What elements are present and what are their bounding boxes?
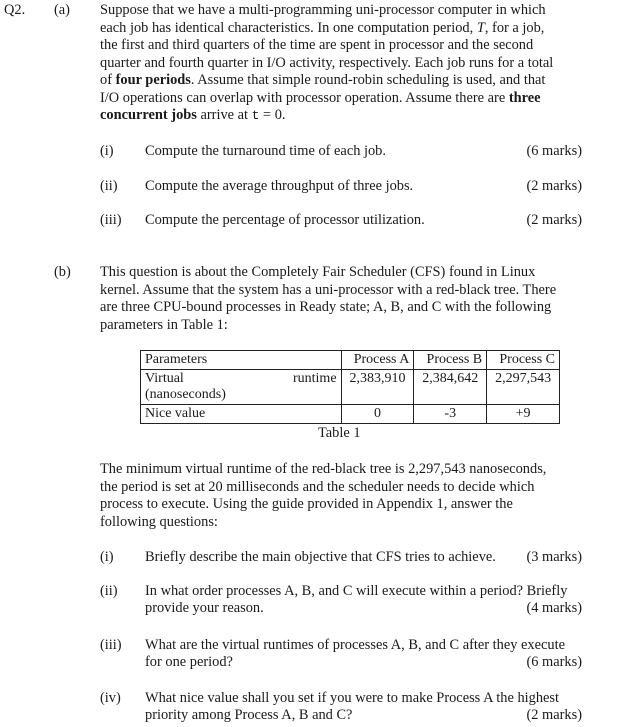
table-cell: 2,383,910 xyxy=(341,370,414,405)
table-cell xyxy=(141,370,268,405)
part-b-q-text: Briefly describe the main objective that CFS tries to achieve. xyxy=(145,549,496,565)
part-b-q-text: What are the virtual runtimes of processes A, B, and C after they execute xyxy=(145,637,565,653)
table-label: (nanoseconds) xyxy=(145,387,226,402)
table-header: Process A xyxy=(341,351,414,370)
table-label: Nice value xyxy=(141,405,342,424)
part-a-paragraph xyxy=(100,2,586,125)
table-caption: Table 1 xyxy=(318,425,361,441)
table-header: Parameters xyxy=(141,351,342,370)
part-a-line: each job has identical characteristics. In one computation period, T, for a job, xyxy=(100,19,545,36)
part-b-q-text: provide your reason. xyxy=(145,600,264,616)
part-b-q-marks: (4 marks) xyxy=(526,600,582,616)
table-header-row xyxy=(141,351,560,370)
table-label: Virtual xyxy=(145,371,184,386)
part-a-q-marks: (6 marks) xyxy=(526,143,582,159)
part-b-q-num: (iii) xyxy=(100,637,122,653)
part-b-line: parameters in Table 1: xyxy=(100,316,228,333)
part-b-line: The minimum virtual runtime of the red-black tree is 2,297,543 nanoseconds, xyxy=(100,461,547,477)
table-cell: 0 xyxy=(341,405,414,424)
part-a-q-text: Compute the average throughput of three jobs. xyxy=(145,178,414,194)
part-b-line: This question is about the Completely Fair Scheduler (CFS) found in Linux xyxy=(100,264,536,280)
part-a-q-text: Compute the turnaround time of each job. xyxy=(145,143,386,159)
part-a-line: Suppose that we have a multi-programming uni-processor computer in which xyxy=(100,2,546,18)
part-a-q-text: Compute the percentage of processor utilization. xyxy=(145,212,425,228)
part-a-label: (a) xyxy=(54,2,70,18)
table-cell: -3 xyxy=(414,405,487,424)
part-a-q-marks: (2 marks) xyxy=(526,212,582,228)
part-b-line: kernel. Assume that the system has a uni-processor with a red-black tree. There xyxy=(100,281,557,298)
part-a-q-num: (ii) xyxy=(100,178,118,194)
part-b-q-text: for one period? xyxy=(145,654,233,670)
part-b-q-text: What nice value shall you set if you were to make Process A the highest xyxy=(145,690,560,706)
part-b-paragraph xyxy=(100,264,586,334)
part-b-line: the period is set at 20 milliseconds and the scheduler needs to decide which xyxy=(100,478,535,495)
part-b-q-num: (i) xyxy=(100,549,114,565)
part-a-line: the first and third quarters of the time are spent in processor and the second xyxy=(100,37,534,53)
part-b-line: following questions: xyxy=(100,513,218,530)
table-cell: 2,384,642 xyxy=(414,370,487,405)
question-number: Q2. xyxy=(4,2,26,18)
table-row xyxy=(141,405,560,424)
part-a-line: concurrent jobs arrive at t = 0. xyxy=(100,107,286,123)
parameters-table xyxy=(140,350,560,424)
table-label: runtime xyxy=(267,370,341,405)
part-a-line: of four periods. Assume that simple round-robin scheduling is used, and that xyxy=(100,72,546,88)
part-b-q-text: In what order processes A, B, and C will execute within a period? Briefly xyxy=(145,583,568,599)
table-header: Process B xyxy=(414,351,487,370)
part-b-label: (b) xyxy=(54,264,71,280)
part-b-q-num: (iv) xyxy=(100,690,121,706)
part-b-q-marks: (6 marks) xyxy=(526,654,582,670)
part-a-line: quarter and fourth quarter in I/O activity, respectively. Each job runs for a total xyxy=(100,54,554,71)
part-b-q-text: priority among Process A, B and C? xyxy=(145,707,353,723)
part-b-paragraph-2 xyxy=(100,461,586,531)
part-a-line: I/O operations can overlap with processor operation. Assume there are three xyxy=(100,89,541,106)
part-b-line: are three CPU-bound processes in Ready state; A, B, and C with the following xyxy=(100,299,552,315)
part-b-q-marks: (2 marks) xyxy=(526,707,582,723)
part-a-q-num: (i) xyxy=(100,143,114,159)
part-b-line: process to execute. Using the guide provided in Appendix 1, answer the xyxy=(100,496,513,512)
part-a-q-marks: (2 marks) xyxy=(526,178,582,194)
part-b-q-num: (ii) xyxy=(100,583,118,599)
table-cell: 2,297,543 xyxy=(487,370,560,405)
table-cell: +9 xyxy=(487,405,560,424)
table-header: Process C xyxy=(487,351,560,370)
part-b-q-marks: (3 marks) xyxy=(526,549,582,565)
part-a-q-num: (iii) xyxy=(100,212,122,228)
table-row xyxy=(141,370,560,405)
